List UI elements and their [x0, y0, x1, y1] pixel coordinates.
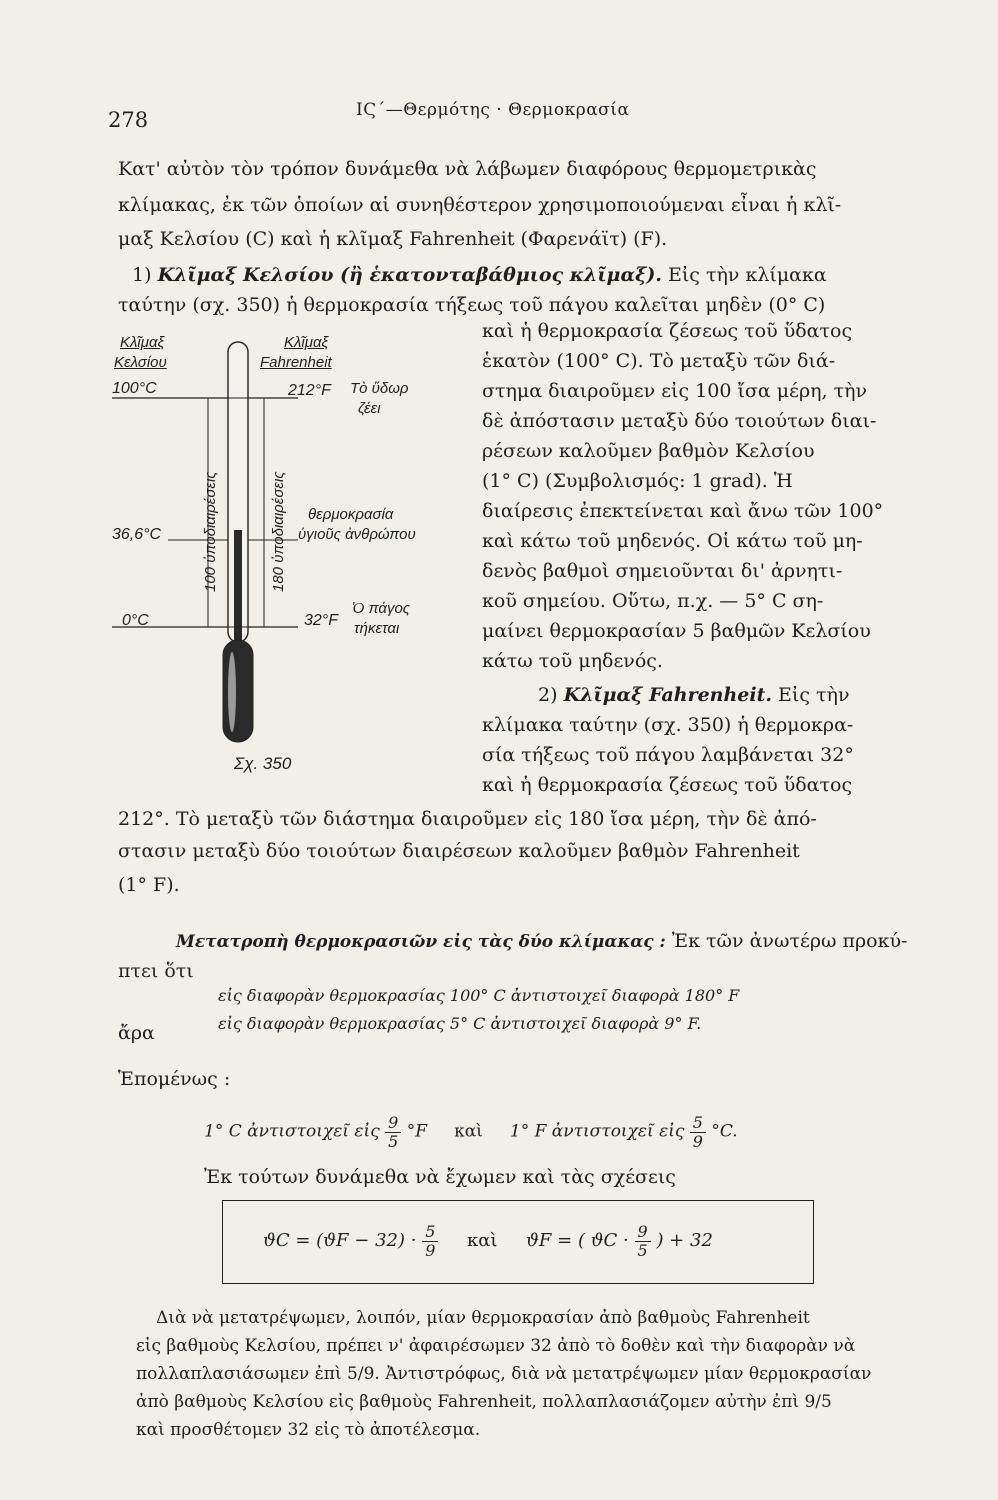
equation-3 — [204, 1114, 738, 1150]
intro-line-3: μαξ Κελσίου (C) καὶ ἡ κλῖμαξ Fahrenheit (Φαρενάϊτ) (F). — [118, 228, 668, 250]
section2-line-6: (1° F). — [118, 874, 180, 896]
formula-frac1-den: 9 — [425, 1240, 436, 1260]
closing-line-2: εἰς βαθμοὺς Κελσίου, πρέπει ν' ἀφαιρέσωμεν 32 ἀπὸ τὸ δοθὲν καὶ τὴν διαφορὰν νὰ — [136, 1336, 856, 1356]
thermometer-figure — [108, 330, 468, 790]
body-temp-label-2: ὑγιοῦς ἀνθρώπου — [298, 526, 416, 543]
eq3-part-e: °C. — [711, 1121, 738, 1142]
page-number: 278 — [108, 108, 149, 132]
bulb-highlight — [228, 652, 236, 732]
boil-label-1: Τὸ ὕδωρ — [350, 380, 409, 397]
figure-caption: Σχ. 350 — [234, 754, 292, 773]
section1-line-13: κάτω τοῦ μηδενός. — [482, 650, 663, 672]
section1-line-9: καὶ κάτω τοῦ μηδενός. Οἱ κάτω τοῦ μη- — [482, 530, 863, 552]
section1-line-3: ἑκατὸν (100° C). Τὸ μεταξὺ τῶν διά- — [482, 350, 836, 372]
closing-line-1: Διὰ νὰ μετατρέψωμεν, λοιπόν, μίαν θερμοκρασίαν ἀπὸ βαθμοὺς Fahrenheit — [156, 1308, 810, 1328]
section2-line-1: κλίμακα ταύτην (σχ. 350) ἡ θερμοκρα- — [482, 714, 854, 736]
fahrenheit-title-1: Κλῖμαξ — [284, 334, 329, 351]
formula-content — [263, 1223, 713, 1259]
formula-box — [222, 1200, 814, 1284]
section2-number: 2) — [538, 684, 558, 706]
eq3-frac2-den: 9 — [692, 1131, 703, 1151]
section1-line-0: Εἰς τὴν κλίμακα — [667, 264, 827, 286]
ice-label-2: τήκεται — [354, 620, 400, 637]
section2-line-0: Εἰς τὴν — [778, 684, 850, 706]
intro-line-1: Κατ' αὐτὸν τὸν τρόπον δυνάμεθα νὰ λάβωμεν διαφόρους θερμομετρικὰς — [118, 158, 817, 180]
section1-line-8: διαίρεσις ἐπεκτείνεται καὶ ἄνω τῶν 100° — [482, 500, 884, 522]
section2-line-2: σία τήξεως τοῦ πάγου λαμβάνεται 32° — [482, 744, 854, 766]
formula-fraction-2 — [635, 1223, 651, 1259]
section1-line-4: στημα διαιροῦμεν εἰς 100 ἴσα μέρη, τὴν — [482, 380, 868, 402]
celsius-title-2: Κελσίου — [114, 354, 167, 371]
label-100c: 100°C — [112, 380, 157, 397]
section1-heading — [132, 266, 827, 285]
eq3-frac2-num: 5 — [690, 1114, 706, 1133]
relations-line: Ἐκ τούτων δυνάμεθα νὰ ἔχωμεν καὶ τὰς σχέσεις — [204, 1166, 676, 1188]
celsius-title-1: Κλῖμαξ — [120, 334, 165, 351]
boil-label-2: ζέει — [358, 400, 381, 417]
thermometer-bulb — [223, 640, 253, 742]
section2-line-5: στασιν μεταξὺ δύο τοιούτων διαιρέσεων καλοῦμεν βαθμὸν Fahrenheit — [118, 840, 800, 862]
conversion-heading-rest: Ἐκ τῶν ἀνωτέρω προκύ- — [671, 930, 908, 952]
section1-line-12: μαίνει θερμοκρασίαν 5 βαθμῶν Κελσίου — [482, 620, 871, 642]
equation-2: εἰς διαφορὰν θερμοκρασίας 5° C ἀντιστοιχεῖ διαφορὰ 9° F. — [218, 1014, 702, 1033]
section1-line-5: δὲ ἀπόστασιν μεταξὺ δύο τοιούτων διαι- — [482, 410, 877, 432]
section2-line-3: καὶ ἡ θερμοκρασία ζέσεως τοῦ ὕδατος — [482, 774, 853, 796]
eq3-frac1-den: 5 — [388, 1131, 399, 1151]
section1-number: 1) — [132, 264, 152, 286]
label-366c: 36,6°C — [112, 526, 162, 543]
closing-line-4: ἀπὸ βαθμοὺς Κελσίου εἰς βαθμοὺς Fahrenheit, πολλαπλασιάζομεν αὐτὴν ἐπὶ 9/5 — [136, 1392, 832, 1412]
ice-label-1: Ὁ πάγος — [352, 600, 411, 617]
intro-line-2: κλίμακας, ἐκ τῶν ὁποίων αἱ συνηθέστερον χρησιμοποιούμεναι εἶναι ἡ κλῖ- — [118, 194, 842, 216]
conversion-line-2: πτει ὅτι — [118, 960, 194, 982]
eq3-part-b: °F — [406, 1121, 428, 1142]
eq3-frac1-num: 9 — [385, 1114, 401, 1133]
mercury-column — [234, 530, 242, 650]
section1-line-1: ταύτην (σχ. 350) ἡ θερμοκρασία τήξεως τοῦ πάγου καλεῖται μηδὲν (0° C) — [118, 294, 826, 316]
section1-line-10: δενὸς βαθμοὶ σημειοῦνται δι' ἀρνητι- — [482, 560, 843, 582]
epomenos-word: Ἑπομένως : — [118, 1068, 231, 1090]
conversion-heading-line — [176, 932, 907, 951]
eq3-fraction-2 — [690, 1114, 706, 1150]
section1-line-6: ρέσεων καλοῦμεν βαθμὸν Κελσίου — [482, 440, 815, 462]
formula-right-a: ϑF = ( ϑC · — [526, 1230, 629, 1252]
formula-frac2-den: 5 — [637, 1240, 648, 1260]
running-head: ΙϚ΄—Θερμότης · Θερμοκρασία — [356, 100, 630, 120]
formula-frac1-num: 5 — [422, 1223, 438, 1242]
section1-line-2: καὶ ἡ θερμοκρασία ζέσεως τοῦ ὕδατος — [482, 320, 853, 342]
fahrenheit-title-2: Fahrenheit — [260, 354, 332, 371]
eq3-part-a: 1° C ἀντιστοιχεῖ εἰς — [204, 1121, 380, 1142]
formula-fraction-1 — [422, 1223, 438, 1259]
label-32f: 32°F — [304, 612, 338, 629]
closing-line-5: καὶ προσθέτομεν 32 εἰς τὸ ἀποτέλεσμα. — [136, 1420, 481, 1440]
section2-line-4: 212°. Τὸ μεταξὺ τῶν διάστημα διαιροῦμεν εἰς 180 ἴσα μέρη, τὴν δὲ ἀπό- — [118, 808, 817, 830]
formula-frac2-num: 9 — [635, 1223, 651, 1242]
conversion-heading: Μετατροπὴ θερμοκρασιῶν εἰς τὰς δύο κλίμακας : — [176, 932, 666, 952]
formula-right-b: ) + 32 — [656, 1230, 713, 1252]
section1-title: Κλῖμαξ Κελσίου (ἢ ἑκατονταβάθμιος κλῖμαξ). — [157, 264, 662, 286]
body-temp-label-1: θερμοκρασία — [308, 506, 394, 523]
eq3-fraction-1 — [385, 1114, 401, 1150]
formula-kai: καὶ — [466, 1230, 498, 1252]
formula-left: ϑC = (ϑF − 32) · — [263, 1230, 417, 1252]
section2-heading — [538, 686, 850, 705]
fahrenheit-divisions-label: 180 ὑποδιαιρέσεις — [270, 471, 287, 592]
section1-line-11: κοῦ σημείου. Οὕτω, π.χ. — 5° C ση- — [482, 590, 824, 612]
section2-title: Κλῖμαξ Fahrenheit. — [563, 684, 772, 706]
eq3-part-c: καὶ — [454, 1121, 483, 1142]
ara-word: ἄρα — [118, 1022, 155, 1044]
celsius-divisions-label: 100 ὑποδιαιρέσεις — [202, 471, 219, 592]
section1-line-7: (1° C) (Συμβολισμός: 1 grad). Ἡ — [482, 470, 793, 492]
equation-1: εἰς διαφορὰν θερμοκρασίας 100° C ἀντιστοιχεῖ διαφορὰ 180° F — [218, 986, 740, 1005]
label-212f: 212°F — [288, 382, 331, 399]
eq3-part-d: 1° F ἀντιστοιχεῖ εἰς — [509, 1121, 685, 1142]
closing-line-3: πολλαπλασιάσωμεν ἐπὶ 5/9. Ἀντιστρόφως, διὰ νὰ μετατρέψωμεν μίαν θερμοκρασίαν — [136, 1364, 872, 1384]
label-0c: 0°C — [122, 612, 149, 629]
